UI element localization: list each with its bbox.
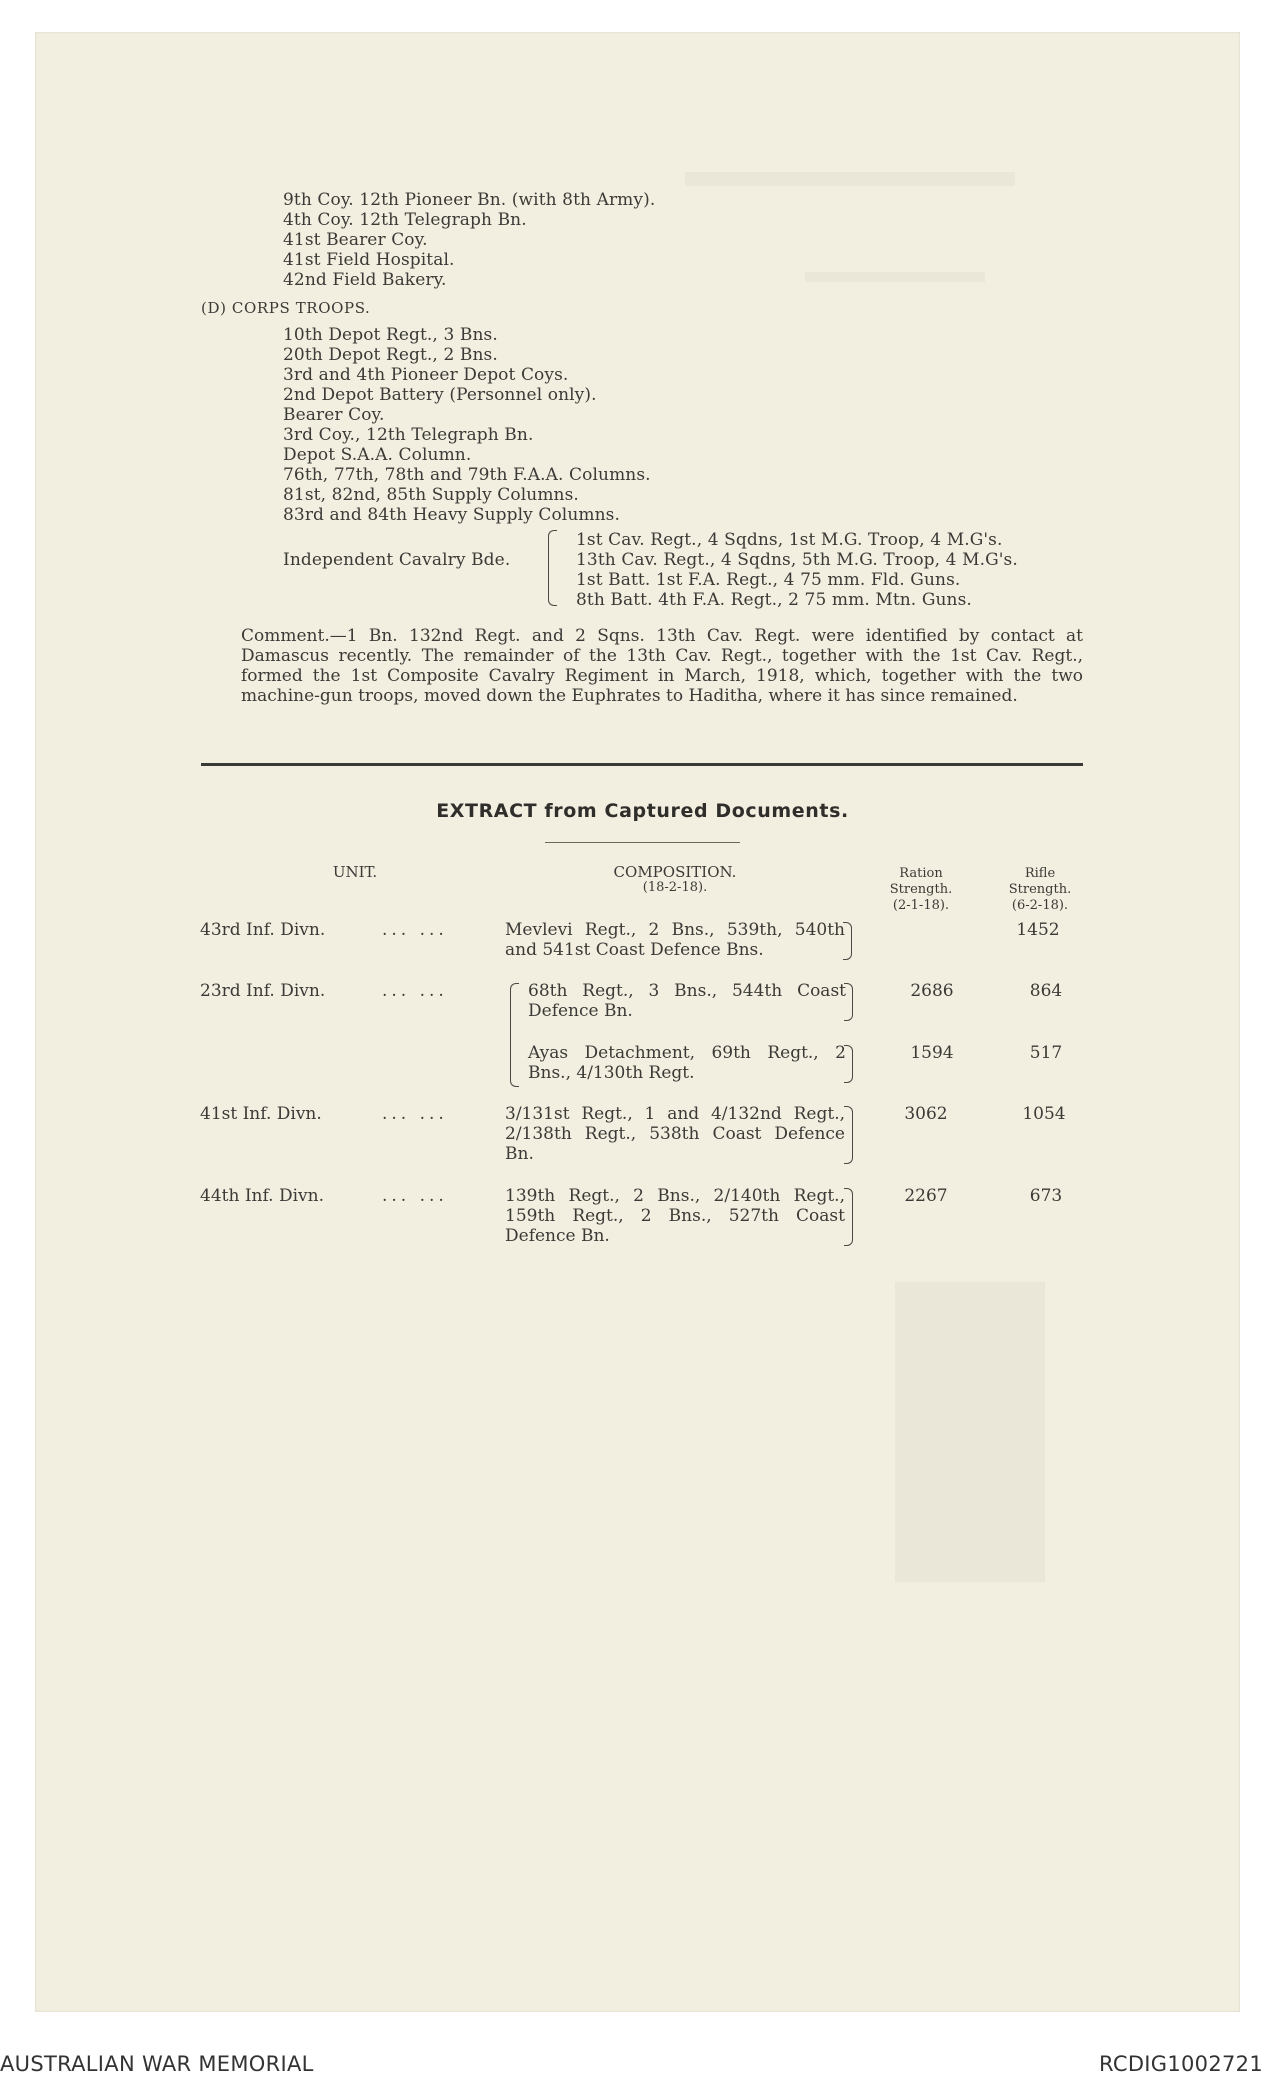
header-unit: UNIT. [332, 863, 378, 881]
list-item: 81st, 82nd, 85th Supply Columns. [283, 485, 579, 505]
cavalry-label: Independent Cavalry Bde. [283, 550, 511, 570]
section-divider [201, 763, 1083, 766]
list-item: 4th Coy. 12th Telegraph Bn. [283, 210, 527, 230]
brace [844, 983, 853, 1021]
footer-id: RCDIG1002721 [1099, 2052, 1263, 2076]
ration-strength: 1594 [910, 1043, 954, 1063]
leader-dots: ... ... [382, 1186, 448, 1206]
brace [510, 983, 519, 1087]
brace [844, 1045, 853, 1083]
brace [548, 530, 557, 606]
ration-strength: 2267 [904, 1186, 948, 1206]
leader-dots: ... ... [382, 981, 448, 1001]
composition: 68th Regt., 3 Bns., 544th Coast Defence Bn. [528, 981, 846, 1021]
leader-dots: ... ... [382, 920, 448, 940]
list-item: 42nd Field Bakery. [283, 270, 447, 290]
rifle-strength: 1452 [1016, 920, 1060, 940]
bleed-through [805, 272, 985, 282]
brace [844, 1106, 853, 1164]
composition: 139th Regt., 2 Bns., 2/140th Regt., 159th Regt., 2 Bns., 527th Coast Defence Bn. [505, 1186, 845, 1246]
unit-name: 41st Inf. Divn. [200, 1104, 322, 1124]
list-item: 83rd and 84th Heavy Supply Columns. [283, 505, 620, 525]
unit-name: 43rd Inf. Divn. [200, 920, 326, 940]
rifle-strength: 517 [1029, 1043, 1063, 1063]
rifle-strength: 673 [1029, 1186, 1063, 1206]
cavalry-item: 1st Cav. Regt., 4 Sqdns, 1st M.G. Troop, 4 M.G's. [576, 530, 1003, 550]
header-ration-strength: Strength. [889, 882, 953, 897]
footer-source: AUSTRALIAN WAR MEMORIAL [0, 2052, 314, 2076]
corps-troops-heading: (D) CORPS TROOPS. [201, 299, 371, 317]
bleed-through [685, 172, 1015, 186]
unit-name: 44th Inf. Divn. [200, 1186, 324, 1206]
composition: 3/131st Regt., 1 and 4/132nd Regt., 2/138th Regt., 538th Coast Defence Bn. [505, 1104, 845, 1164]
brace [844, 1188, 853, 1246]
list-item: 41st Bearer Coy. [283, 230, 428, 250]
list-item: 2nd Depot Battery (Personnel only). [283, 385, 597, 405]
list-item: 3rd Coy., 12th Telegraph Bn. [283, 425, 534, 445]
title-underline [545, 842, 740, 843]
bleed-through [895, 1282, 1045, 1582]
composition: Ayas Detachment, 69th Regt., 2 Bns., 4/130th Regt. [528, 1043, 846, 1083]
extract-title: EXTRACT from Captured Documents. [436, 800, 849, 822]
leader-dots: ... ... [382, 1104, 448, 1124]
rifle-strength: 864 [1029, 981, 1063, 1001]
header-rifle-strength: Strength. [1008, 882, 1072, 897]
list-item: Bearer Coy. [283, 405, 385, 425]
unit-name: 23rd Inf. Divn. [200, 981, 326, 1001]
list-item: 9th Coy. 12th Pioneer Bn. (with 8th Army). [283, 190, 656, 210]
list-item: 10th Depot Regt., 3 Bns. [283, 325, 498, 345]
header-composition: COMPOSITION. [613, 863, 737, 881]
cavalry-item: 1st Batt. 1st F.A. Regt., 4 75 mm. Fld. Guns. [576, 570, 961, 590]
header-composition-date: (18-2-18). [642, 880, 708, 895]
list-item: 20th Depot Regt., 2 Bns. [283, 345, 498, 365]
cavalry-item: 13th Cav. Regt., 4 Sqdns, 5th M.G. Troop, 4 M.G's. [576, 550, 1018, 570]
list-item: 76th, 77th, 78th and 79th F.A.A. Columns. [283, 465, 651, 485]
list-item: 3rd and 4th Pioneer Depot Coys. [283, 365, 569, 385]
comment-paragraph: Comment.—1 Bn. 132nd Regt. and 2 Sqns. 13th Cav. Regt. were identified by contact at Damascus recently. The remainder of the 13th Cav. Regt., together with the 1st Cav. Regt., formed the 1st Composite Cavalry Regiment in March, 1918, which, together with the two machine-gun troops, moved down the Euphrates to Haditha, where it has since remained. [241, 626, 1083, 706]
rifle-strength: 1054 [1022, 1104, 1066, 1124]
ration-strength: 2686 [910, 981, 954, 1001]
ration-strength: 3062 [904, 1104, 948, 1124]
header-rifle-date: (6-2-18). [1011, 898, 1069, 913]
list-item: 41st Field Hospital. [283, 250, 455, 270]
composition: Mevlevi Regt., 2 Bns., 539th, 540th and 541st Coast Defence Bns. [505, 920, 845, 960]
header-ration: Ration [899, 866, 943, 881]
header-rifle: Rifle [1024, 866, 1056, 881]
brace [843, 922, 852, 960]
document-page [35, 32, 1240, 2012]
cavalry-item: 8th Batt. 4th F.A. Regt., 2 75 mm. Mtn. Guns. [576, 590, 972, 610]
header-ration-date: (2-1-18). [892, 898, 950, 913]
list-item: Depot S.A.A. Column. [283, 445, 472, 465]
